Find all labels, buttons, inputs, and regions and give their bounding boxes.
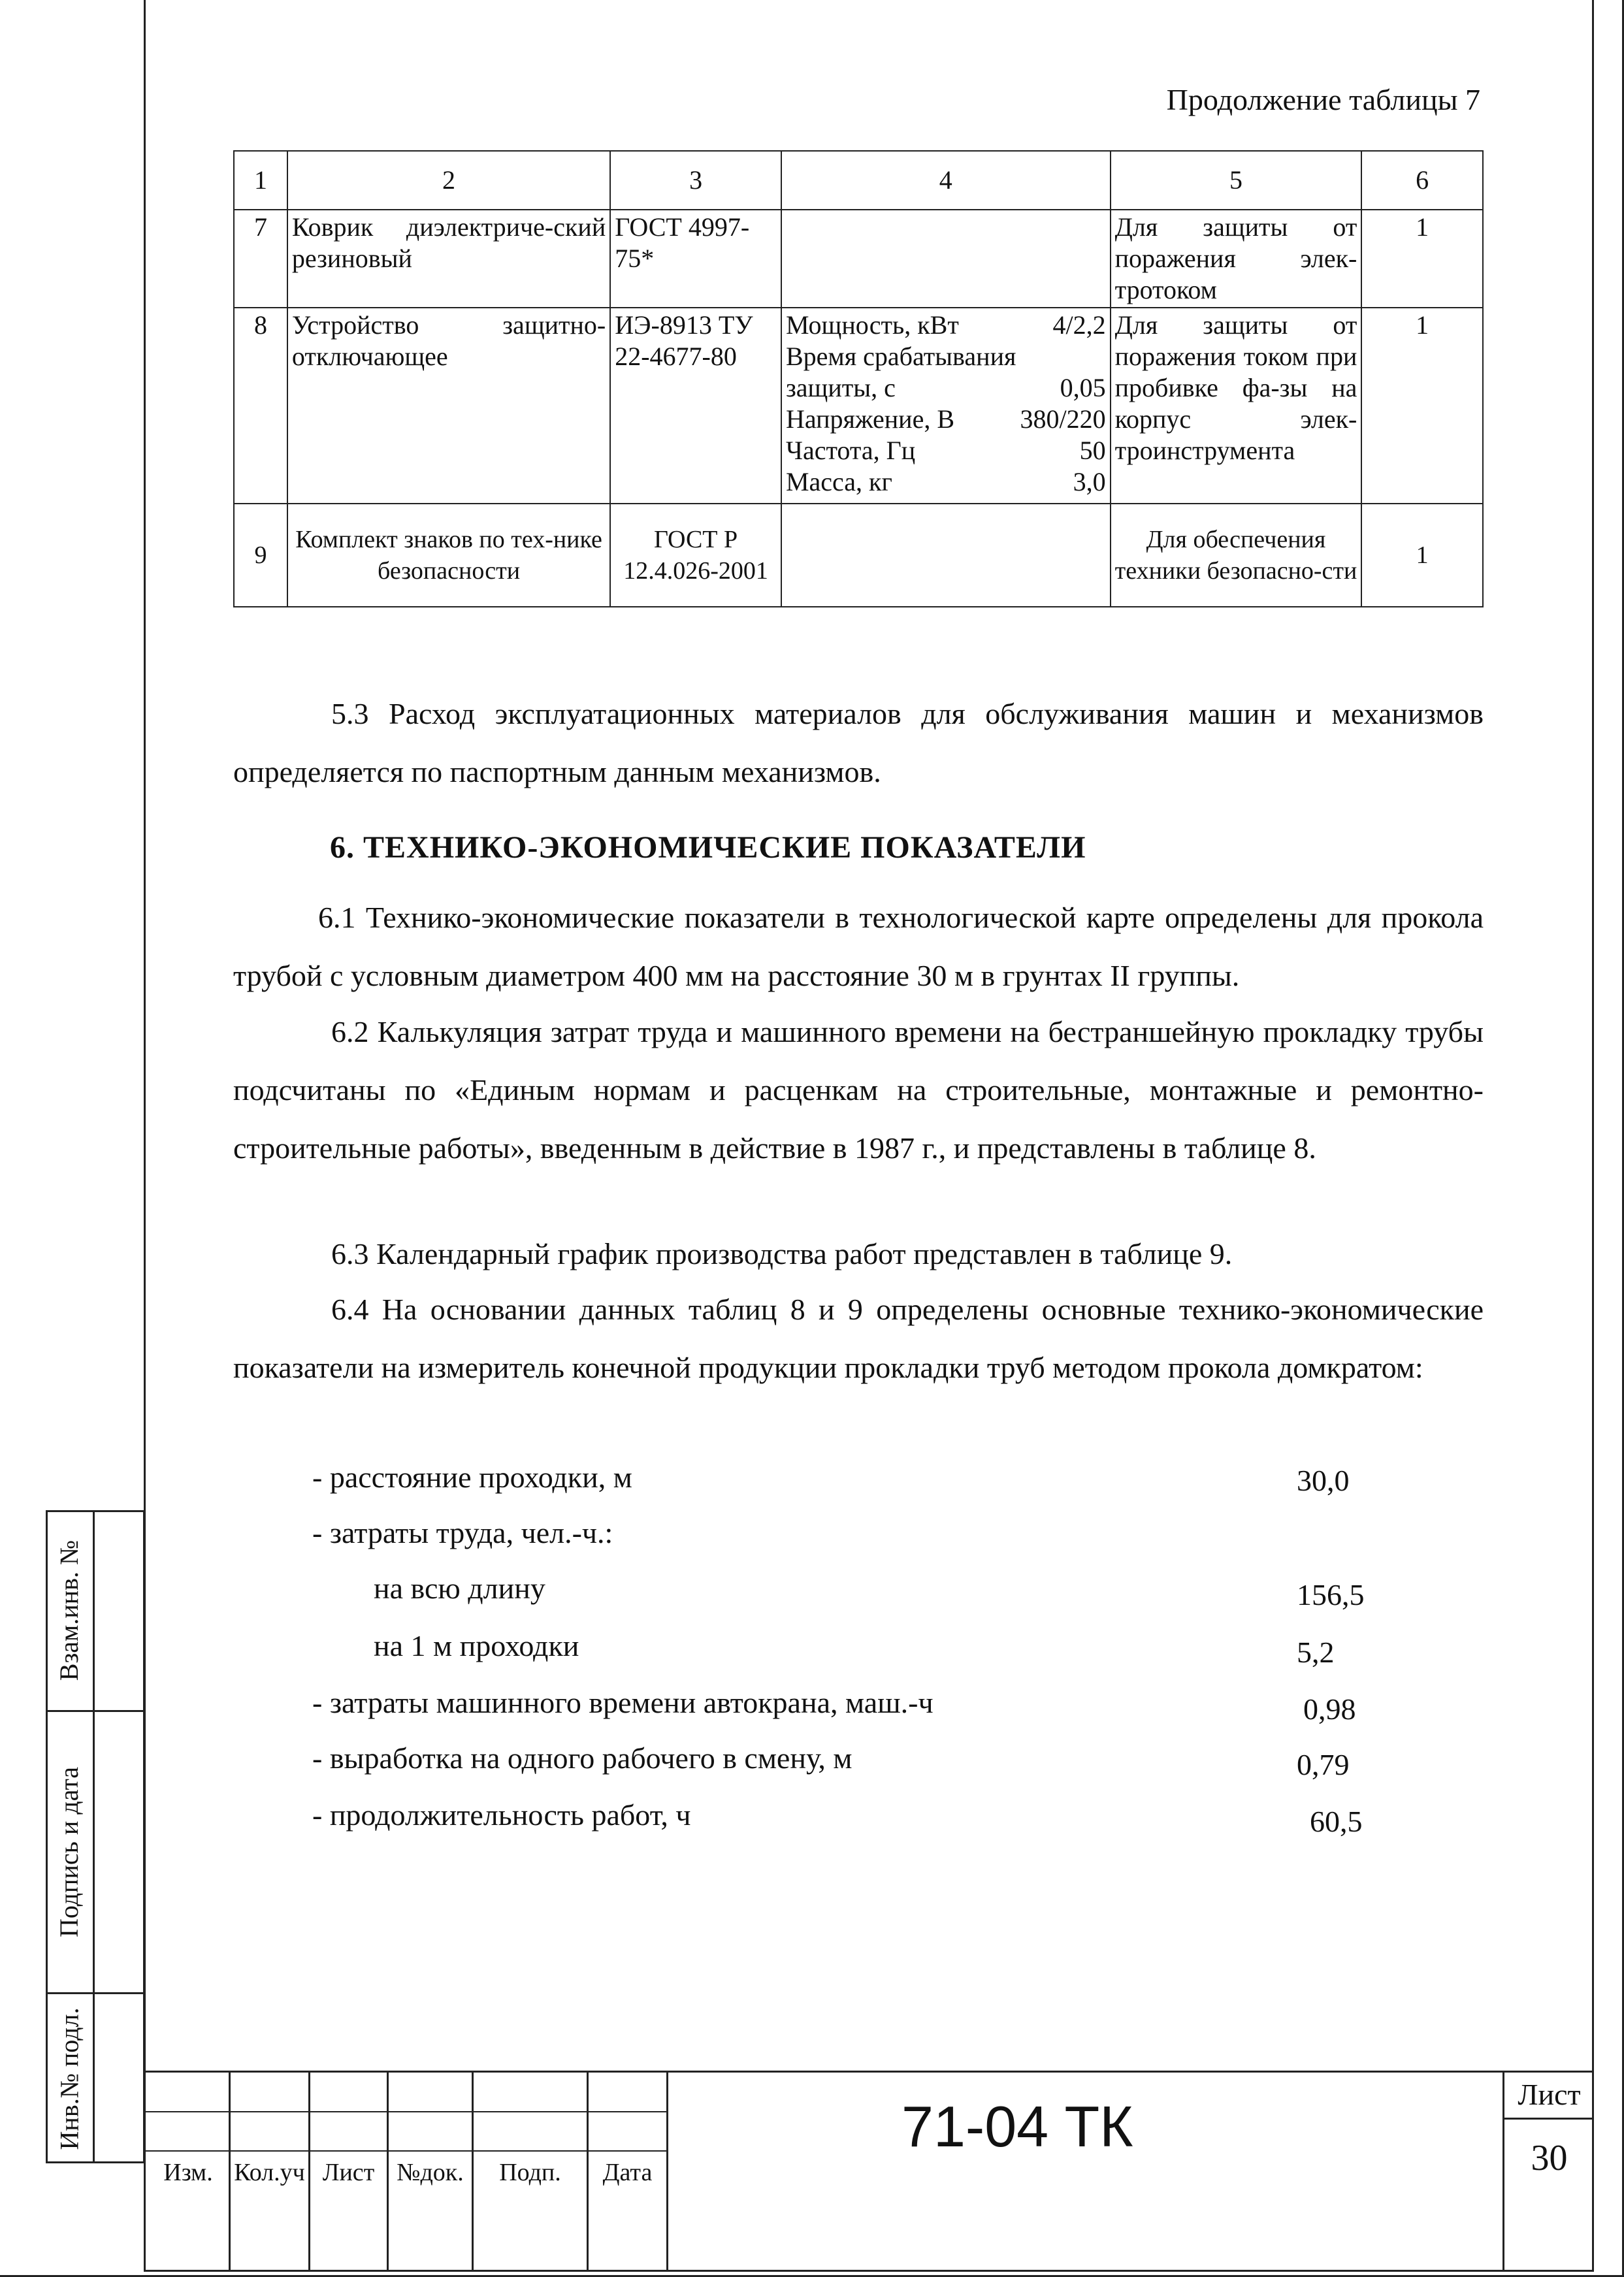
indicator-value: 60,5 bbox=[1310, 1805, 1363, 1838]
spec-line: Мощность, кВт 4/2,2 bbox=[785, 310, 1106, 340]
col-header-5: 5 bbox=[1111, 151, 1362, 210]
item-purpose: Для обеспечения техники безопасно-сти bbox=[1111, 504, 1362, 607]
indicator-value: 30,0 bbox=[1297, 1464, 1350, 1497]
table-row bbox=[234, 504, 1483, 607]
item-purpose: Для защиты от поражения током при пробивке фа-зы на корпус элек-троинструмента bbox=[1111, 308, 1362, 504]
paragraph-6-1: 6.1 Технико-экономические показатели в технологической карте определены для прокола трубой с условным диаметром 400 мм на расстояние 30 м в грунтах II группы. bbox=[233, 901, 1484, 992]
col-qty-sections: Кол.уч bbox=[234, 2159, 305, 2186]
paragraph-6-4: 6.4 На основании данных таблиц 8 и 9 определены основные технико-экономические показатели на измеритель конечной продукции прокладки труб методом прокола домкратом: bbox=[233, 1293, 1484, 1384]
indicator-value: 0,98 bbox=[1303, 1692, 1356, 1726]
col-header-6: 6 bbox=[1361, 151, 1483, 210]
item-specs bbox=[781, 504, 1111, 607]
indicator-label: - затраты труда, чел.-ч.: bbox=[312, 1516, 613, 1549]
sheet-label: Лист bbox=[1518, 2078, 1581, 2111]
indicator-value: 5,2 bbox=[1297, 1636, 1335, 1669]
indicator-value: 0,79 bbox=[1297, 1748, 1350, 1781]
spec-line: Масса, кг 3,0 bbox=[785, 467, 1106, 496]
item-purpose: Для защиты от поражения элек-тротоком bbox=[1111, 210, 1362, 308]
sheet-number: 30 bbox=[1531, 2138, 1568, 2178]
original-inv-label: Инв.№ подл. bbox=[54, 2007, 84, 2150]
item-quantity: 1 bbox=[1361, 308, 1483, 504]
title-block-top-line bbox=[144, 2071, 1594, 2073]
table-row bbox=[234, 210, 1483, 308]
item-name: Устройство защитно-отключающее bbox=[287, 308, 610, 504]
item-name: Коврик диэлектриче-ский резиновый bbox=[287, 210, 610, 308]
indicator-label: - выработка на одного рабочего в смену, м bbox=[312, 1741, 853, 1775]
title-block-col-line bbox=[666, 2071, 668, 2272]
col-header-2: 2 bbox=[287, 151, 610, 210]
spec-line: Напряжение, В 380/220 bbox=[785, 404, 1106, 434]
table-header-row bbox=[234, 151, 1483, 210]
side-stamp-divider bbox=[93, 1510, 95, 2163]
col-signature: Подп. bbox=[499, 2159, 561, 2186]
indicator-label: - затраты машинного времени автокрана, маш.-ч bbox=[312, 1686, 934, 1719]
spec-line: защиты, с 0,05 bbox=[785, 373, 1106, 402]
paragraph-6-3: 6.3 Календарный график производства работ представлен в таблице 9. bbox=[331, 1237, 1233, 1270]
item-standard: ГОСТ 4997-75* bbox=[610, 210, 781, 308]
item-quantity: 1 bbox=[1361, 210, 1483, 308]
col-date: Дата bbox=[602, 2159, 653, 2186]
item-quantity: 1 bbox=[1361, 504, 1483, 607]
spec-line: Частота, Гц 50 bbox=[785, 436, 1106, 465]
col-header-1: 1 bbox=[234, 151, 287, 210]
col-doc-number: №док. bbox=[397, 2159, 464, 2186]
indicator-value: 156,5 bbox=[1297, 1578, 1365, 1611]
replaced-inv-label: Взам.инв. № bbox=[54, 1540, 84, 1681]
row-number: 9 bbox=[234, 504, 287, 607]
table-continuation-note: Продолжение таблицы 7 bbox=[1166, 83, 1480, 116]
section-6-heading: 6. ТЕХНИКО-ЭКОНОМИЧЕСКИЕ ПОКАЗАТЕЛИ bbox=[330, 830, 1086, 865]
signature-date-label: Подпись и дата bbox=[54, 1766, 84, 1938]
equipment-table bbox=[233, 150, 1484, 607]
col-change: Изм. bbox=[163, 2159, 213, 2186]
document-code: 71-04 ТК bbox=[901, 2094, 1133, 2159]
paragraph-6-2: 6.2 Калькуляция затрат труда и машинного времени на бестраншейную прокладку трубы подсчитаны по «Единым нормам и расценкам на строительные, монтажные и ремонтно-строительные работы», введенным в действие в 1987 г., и представлены в таблице 8. bbox=[233, 1015, 1484, 1165]
col-header-3: 3 bbox=[610, 151, 781, 210]
row-number: 8 bbox=[234, 308, 287, 504]
indicator-label: - продолжительность работ, ч bbox=[312, 1798, 691, 1832]
item-name: Комплект знаков по тех-нике безопасности bbox=[287, 504, 610, 607]
item-standard: ГОСТ Р 12.4.026-2001 bbox=[610, 504, 781, 607]
item-standard: ИЭ-8913 ТУ 22-4677-80 bbox=[610, 308, 781, 504]
spec-line: Время срабатывания bbox=[785, 342, 1016, 371]
col-header-4: 4 bbox=[781, 151, 1111, 210]
paragraph-5-3: 5.3 Расход эксплуатационных материалов для обслуживания машин и механизмов определяется по паспортным данным механизмов. bbox=[233, 697, 1484, 788]
indicator-label: - расстояние проходки, м bbox=[312, 1461, 632, 1494]
col-sheet: Лист bbox=[322, 2159, 375, 2186]
row-number: 7 bbox=[234, 210, 287, 308]
item-specs bbox=[781, 308, 1111, 504]
item-specs bbox=[781, 210, 1111, 308]
indicator-label: на 1 м проходки bbox=[374, 1629, 579, 1662]
table-row bbox=[234, 308, 1483, 504]
indicator-label: на всю длину bbox=[374, 1572, 545, 1605]
